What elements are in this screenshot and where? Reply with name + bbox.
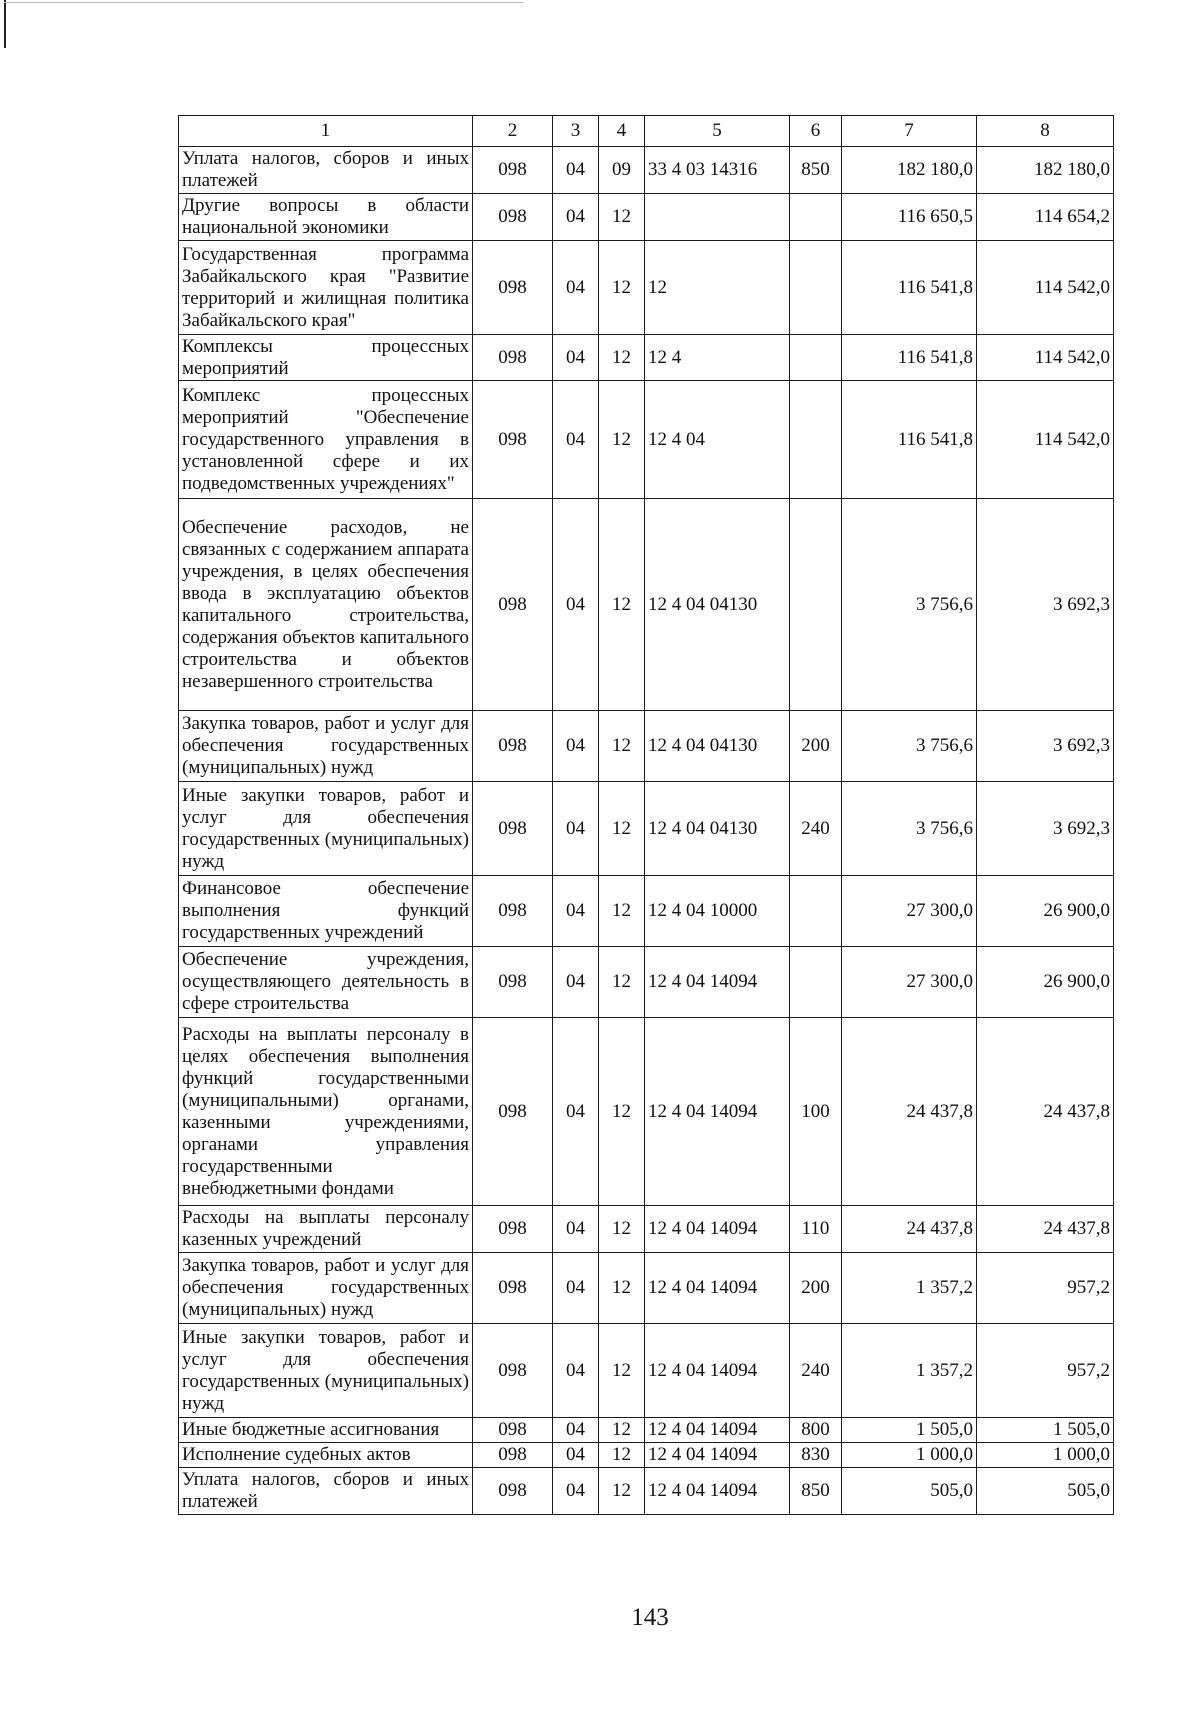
row-ministry-code: 098 — [473, 782, 553, 876]
row-ministry-code: 098 — [473, 1324, 553, 1418]
row-target-article: 12 4 04 14094 — [645, 1468, 790, 1515]
row-expense-type: 200 — [790, 1253, 842, 1324]
row-target-article: 12 4 04 04130 — [645, 499, 790, 711]
header-cell: 5 — [645, 116, 790, 147]
row-amount-col7: 1 357,2 — [842, 1324, 977, 1418]
row-target-article: 12 4 04 04130 — [645, 782, 790, 876]
header-cell: 1 — [179, 116, 473, 147]
row-amount-col8: 24 437,8 — [977, 1206, 1114, 1253]
row-section: 04 — [553, 782, 599, 876]
row-amount-col8: 957,2 — [977, 1253, 1114, 1324]
table-row — [179, 876, 1114, 947]
row-section: 04 — [553, 194, 599, 241]
table-header-row — [179, 116, 1114, 147]
header-cell: 3 — [553, 116, 599, 147]
row-target-article: 12 4 04 14094 — [645, 1418, 790, 1443]
row-amount-col8: 1 505,0 — [977, 1418, 1114, 1443]
row-target-article: 12 — [645, 241, 790, 335]
table-row — [179, 947, 1114, 1018]
row-ministry-code: 098 — [473, 1468, 553, 1515]
row-ministry-code: 098 — [473, 711, 553, 782]
row-subsection: 12 — [599, 782, 645, 876]
row-amount-col8: 3 692,3 — [977, 499, 1114, 711]
row-amount-col8: 114 654,2 — [977, 194, 1114, 241]
table-row — [179, 499, 1114, 711]
row-amount-col8: 114 542,0 — [977, 241, 1114, 335]
table-row — [179, 1324, 1114, 1418]
row-section: 04 — [553, 147, 599, 194]
row-amount-col8: 505,0 — [977, 1468, 1114, 1515]
row-amount-col7: 116 541,8 — [842, 335, 977, 381]
row-name: Закупка товаров, работ и услуг для обеспечения государственных (муниципальных) нужд — [179, 1253, 473, 1324]
row-name: Обеспечение учреждения, осуществляющего деятельность в сфере строительства — [179, 947, 473, 1018]
row-subsection: 12 — [599, 947, 645, 1018]
row-name: Закупка товаров, работ и услуг для обеспечения государственных (муниципальных) нужд — [179, 711, 473, 782]
row-expense-type: 830 — [790, 1443, 842, 1468]
row-subsection: 12 — [599, 1443, 645, 1468]
row-target-article: 33 4 03 14316 — [645, 147, 790, 194]
row-amount-col7: 1 505,0 — [842, 1418, 977, 1443]
row-expense-type: 110 — [790, 1206, 842, 1253]
row-amount-col7: 1 000,0 — [842, 1443, 977, 1468]
row-target-article: 12 4 04 14094 — [645, 947, 790, 1018]
row-expense-type — [790, 194, 842, 241]
row-subsection: 09 — [599, 147, 645, 194]
row-section: 04 — [553, 241, 599, 335]
row-ministry-code: 098 — [473, 381, 553, 499]
row-amount-col8: 26 900,0 — [977, 876, 1114, 947]
row-target-article: 12 4 04 — [645, 381, 790, 499]
row-ministry-code: 098 — [473, 1418, 553, 1443]
row-target-article — [645, 194, 790, 241]
row-target-article: 12 4 04 04130 — [645, 711, 790, 782]
row-amount-col7: 3 756,6 — [842, 711, 977, 782]
row-target-article: 12 4 04 10000 — [645, 876, 790, 947]
row-name: Уплата налогов, сборов и иных платежей — [179, 147, 473, 194]
row-section: 04 — [553, 1324, 599, 1418]
row-expense-type: 850 — [790, 1468, 842, 1515]
row-subsection: 12 — [599, 1206, 645, 1253]
row-section: 04 — [553, 711, 599, 782]
row-amount-col7: 182 180,0 — [842, 147, 977, 194]
row-amount-col7: 27 300,0 — [842, 947, 977, 1018]
row-ministry-code: 098 — [473, 876, 553, 947]
row-ministry-code: 098 — [473, 947, 553, 1018]
page-number: 143 — [631, 1604, 669, 1631]
budget-table — [178, 115, 1114, 1515]
row-amount-col7: 116 541,8 — [842, 241, 977, 335]
row-section: 04 — [553, 499, 599, 711]
row-section: 04 — [553, 1443, 599, 1468]
row-expense-type: 240 — [790, 1324, 842, 1418]
page-edge-mark — [4, 0, 6, 48]
row-amount-col8: 26 900,0 — [977, 947, 1114, 1018]
row-amount-col7: 24 437,8 — [842, 1018, 977, 1206]
row-target-article: 12 4 04 14094 — [645, 1206, 790, 1253]
row-name: Иные закупки товаров, работ и услуг для обеспечения государственных (муниципальных) нужд — [179, 1324, 473, 1418]
table-row — [179, 381, 1114, 499]
row-section: 04 — [553, 381, 599, 499]
row-expense-type: 800 — [790, 1418, 842, 1443]
table-row — [179, 711, 1114, 782]
row-section: 04 — [553, 1018, 599, 1206]
row-name: Обеспечение расходов, не связанных с содержанием аппарата учреждения, в целях обеспечения ввода в эксплуатацию объектов капитального строительства, содержания объектов капитального строительства и объектов незавершенного строительства — [179, 499, 473, 711]
row-section: 04 — [553, 1253, 599, 1324]
row-amount-col8: 1 000,0 — [977, 1443, 1114, 1468]
row-section: 04 — [553, 876, 599, 947]
table-row — [179, 1468, 1114, 1515]
row-amount-col7: 24 437,8 — [842, 1206, 977, 1253]
row-subsection: 12 — [599, 1324, 645, 1418]
row-expense-type: 100 — [790, 1018, 842, 1206]
row-amount-col7: 116 650,5 — [842, 194, 977, 241]
row-amount-col8: 182 180,0 — [977, 147, 1114, 194]
row-name: Комплекс процессных мероприятий "Обеспечение государственного управления в установленной сфере и их подведомственных учреждениях" — [179, 381, 473, 499]
row-name: Расходы на выплаты персоналу казенных учреждений — [179, 1206, 473, 1253]
row-ministry-code: 098 — [473, 194, 553, 241]
row-amount-col8: 114 542,0 — [977, 335, 1114, 381]
row-amount-col8: 957,2 — [977, 1324, 1114, 1418]
row-section: 04 — [553, 335, 599, 381]
row-ministry-code: 098 — [473, 147, 553, 194]
row-subsection: 12 — [599, 241, 645, 335]
row-expense-type: 200 — [790, 711, 842, 782]
header-cell: 4 — [599, 116, 645, 147]
header-cell: 2 — [473, 116, 553, 147]
row-amount-col8: 3 692,3 — [977, 711, 1114, 782]
row-amount-col8: 24 437,8 — [977, 1018, 1114, 1206]
row-expense-type: 240 — [790, 782, 842, 876]
table-row — [179, 1018, 1114, 1206]
row-expense-type — [790, 335, 842, 381]
row-name: Государственная программа Забайкальского края "Развитие территорий и жилищная политика Забайкальского края" — [179, 241, 473, 335]
header-cell: 8 — [977, 116, 1114, 147]
table-row — [179, 782, 1114, 876]
row-name: Финансовое обеспечение выполнения функций государственных учреждений — [179, 876, 473, 947]
row-name: Другие вопросы в области национальной экономики — [179, 194, 473, 241]
row-ministry-code: 098 — [473, 1443, 553, 1468]
row-expense-type — [790, 381, 842, 499]
row-amount-col7: 3 756,6 — [842, 782, 977, 876]
row-name: Уплата налогов, сборов и иных платежей — [179, 1468, 473, 1515]
row-target-article: 12 4 04 14094 — [645, 1018, 790, 1206]
row-amount-col7: 3 756,6 — [842, 499, 977, 711]
table-row — [179, 241, 1114, 335]
row-amount-col7: 1 357,2 — [842, 1253, 977, 1324]
table-row — [179, 1418, 1114, 1443]
row-amount-col7: 27 300,0 — [842, 876, 977, 947]
row-expense-type: 850 — [790, 147, 842, 194]
row-ministry-code: 098 — [473, 335, 553, 381]
row-subsection: 12 — [599, 1018, 645, 1206]
row-subsection: 12 — [599, 381, 645, 499]
row-name: Иные бюджетные ассигнования — [179, 1418, 473, 1443]
row-subsection: 12 — [599, 876, 645, 947]
row-expense-type — [790, 876, 842, 947]
row-ministry-code: 098 — [473, 241, 553, 335]
row-target-article: 12 4 — [645, 335, 790, 381]
table-row — [179, 335, 1114, 381]
row-subsection: 12 — [599, 194, 645, 241]
row-ministry-code: 098 — [473, 499, 553, 711]
row-target-article: 12 4 04 14094 — [645, 1443, 790, 1468]
row-subsection: 12 — [599, 711, 645, 782]
row-expense-type — [790, 499, 842, 711]
row-name: Комплексы процессных мероприятий — [179, 335, 473, 381]
row-name: Расходы на выплаты персоналу в целях обеспечения выполнения функций государственными (муниципальными) органами, казенными учреждениями, органами управления государственными внебюджетными фондами — [179, 1018, 473, 1206]
row-expense-type — [790, 947, 842, 1018]
row-name: Иные закупки товаров, работ и услуг для обеспечения государственных (муниципальных) нужд — [179, 782, 473, 876]
header-cell: 7 — [842, 116, 977, 147]
row-expense-type — [790, 241, 842, 335]
row-name: Исполнение судебных актов — [179, 1443, 473, 1468]
row-amount-col7: 505,0 — [842, 1468, 977, 1515]
row-section: 04 — [553, 947, 599, 1018]
table-row — [179, 147, 1114, 194]
page-top-rule — [4, 2, 524, 3]
table-row — [179, 1443, 1114, 1468]
table-row — [179, 1253, 1114, 1324]
table-row — [179, 1206, 1114, 1253]
row-subsection: 12 — [599, 335, 645, 381]
row-subsection: 12 — [599, 1468, 645, 1515]
row-target-article: 12 4 04 14094 — [645, 1324, 790, 1418]
row-ministry-code: 098 — [473, 1018, 553, 1206]
row-ministry-code: 098 — [473, 1253, 553, 1324]
row-subsection: 12 — [599, 499, 645, 711]
row-amount-col8: 114 542,0 — [977, 381, 1114, 499]
row-section: 04 — [553, 1468, 599, 1515]
header-cell: 6 — [790, 116, 842, 147]
table-row — [179, 194, 1114, 241]
row-subsection: 12 — [599, 1253, 645, 1324]
row-subsection: 12 — [599, 1418, 645, 1443]
row-section: 04 — [553, 1418, 599, 1443]
row-section: 04 — [553, 1206, 599, 1253]
row-amount-col7: 116 541,8 — [842, 381, 977, 499]
row-target-article: 12 4 04 14094 — [645, 1253, 790, 1324]
row-amount-col8: 3 692,3 — [977, 782, 1114, 876]
row-ministry-code: 098 — [473, 1206, 553, 1253]
